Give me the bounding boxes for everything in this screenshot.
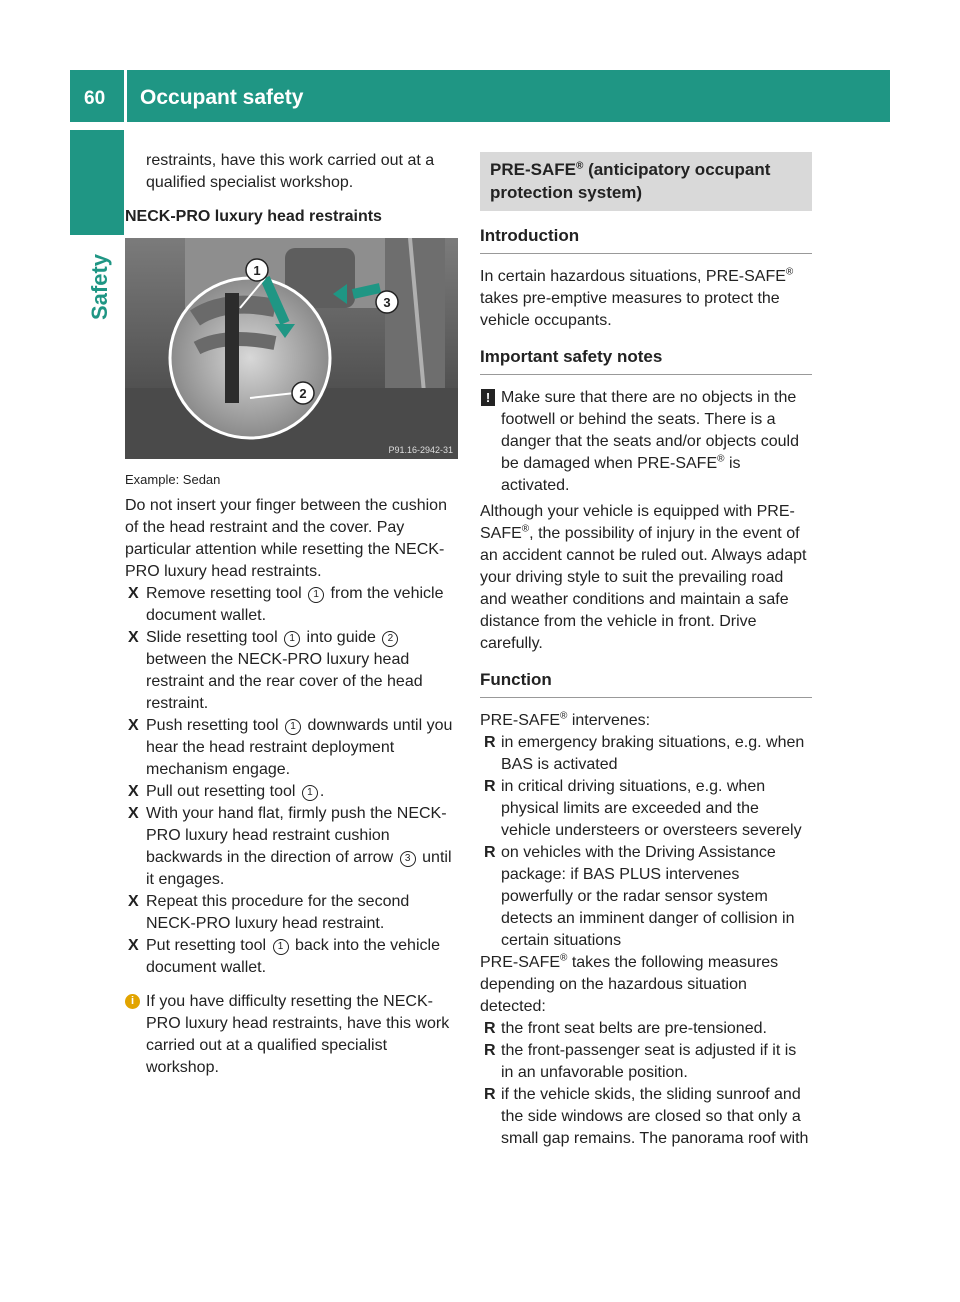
figure-caption: Example: Sedan bbox=[125, 472, 221, 487]
function-intro: PRE-SAFE® intervenes: bbox=[480, 710, 651, 729]
step-repeat: X Repeat this procedure for the second NECK-PRO luxury head restraint. bbox=[128, 893, 410, 932]
head-restraint-illustration bbox=[125, 238, 458, 459]
list-item: R on vehicles with the Driving Assistance package: if BAS PLUS intervenes powerfully or the radar sensor system detects an imminent danger of collision in certain situations bbox=[484, 844, 795, 949]
step-marker: X bbox=[128, 717, 139, 734]
header-divider bbox=[124, 70, 127, 122]
neck-pro-heading: NECK-PRO luxury head restraints bbox=[125, 208, 382, 225]
callout-ref-1: 1 bbox=[284, 631, 300, 647]
list-item: R if the vehicle skids, the sliding sunroof and the side windows are closed so that only a small gap remains. The panorama roof with bbox=[484, 1086, 809, 1147]
chapter-title: Occupant safety bbox=[140, 86, 304, 109]
function-heading: Function bbox=[480, 669, 812, 698]
step-marker: X bbox=[128, 893, 139, 910]
side-label: Safety bbox=[87, 253, 112, 320]
info-icon: i bbox=[125, 994, 140, 1009]
step-pull-out-tool: X Pull out resetting tool 1 . bbox=[125, 781, 460, 803]
callout-1: 1 bbox=[253, 263, 261, 278]
list-item: R the front-passenger seat is adjusted if it is in an unfavorable position. bbox=[484, 1042, 797, 1081]
list-item: R in critical driving situations, e.g. when physical limits are exceeded and the vehicle understeers or oversteers severely bbox=[484, 778, 802, 839]
step-remove-tool: X Remove resetting tool 1 from the vehicle document wallet. bbox=[128, 585, 444, 624]
warning-icon: ! bbox=[481, 389, 495, 406]
figure-code: P91.16-2942-31 bbox=[388, 445, 453, 455]
step-push-tool: X Push resetting tool 1 downwards until you hear the head restraint deployment mechanism engage. bbox=[128, 717, 453, 778]
measures-intro: PRE-SAFE® takes the following measures depending on the hazardous situation detected: bbox=[480, 952, 779, 1015]
step-marker: X bbox=[128, 629, 139, 646]
right-column bbox=[480, 152, 812, 1150]
callout-ref-1: 1 bbox=[308, 587, 324, 603]
list-item: R the front seat belts are pre-tensioned. bbox=[484, 1020, 767, 1037]
step-marker: X bbox=[128, 937, 139, 954]
callout-ref-1: 1 bbox=[302, 785, 318, 801]
safety-notes-heading: Important safety notes bbox=[480, 346, 812, 375]
introduction-text: In certain hazardous situations, PRE-SAFE® takes pre-emptive measures to protect the vehicle occupants. bbox=[480, 266, 794, 329]
left-column bbox=[125, 150, 460, 1079]
page-number: 60 bbox=[84, 88, 106, 109]
list-item: R in emergency braking situations, e.g. when BAS is activated bbox=[484, 734, 805, 773]
callout-ref-3: 3 bbox=[400, 851, 416, 867]
side-tab bbox=[70, 130, 124, 235]
head-restraint-figure bbox=[125, 238, 458, 459]
callout-2: 2 bbox=[299, 386, 307, 401]
step-marker: X bbox=[128, 783, 139, 800]
step-marker: X bbox=[128, 805, 139, 822]
warning-note: ! Make sure that there are no objects in the footwell or behind the seats. There is a danger that the seats and/or objects could be damaged when PRE-SAFE® is activated. bbox=[480, 387, 812, 497]
step-push-cushion: X With your hand flat, firmly push the NECK-PRO luxury head restraint cushion backwards in the direction of arrow 3 until it engages. bbox=[128, 805, 452, 888]
introduction-heading: Introduction bbox=[480, 225, 812, 254]
callout-3: 3 bbox=[383, 295, 391, 310]
step-put-back-tool: X Put resetting tool 1 back into the vehicle document wallet. bbox=[128, 937, 440, 976]
callout-ref-1: 1 bbox=[285, 719, 301, 735]
safety-text: Although your vehicle is equipped with PRE-SAFE®, the possibility of injury in the event of an accident cannot be ruled out. Always adapt your driving style to suit the prevailing road and weather conditions and maintain a safe distance from the vehicle in front. Drive carefully. bbox=[480, 503, 807, 652]
callout-ref-2: 2 bbox=[382, 631, 398, 647]
intro-text: restraints, have this work carried out at a qualified specialist workshop. bbox=[146, 152, 435, 191]
callout-ref-1: 1 bbox=[273, 939, 289, 955]
step-slide-tool: X Slide resetting tool 1 into guide 2 between the NECK-PRO luxury head restraint and the rear cover of the head restraint. bbox=[128, 629, 423, 712]
step-marker: X bbox=[128, 585, 139, 602]
warning-text: Do not insert your finger between the cushion of the head restraint and the cover. Pay particular attention while resetting the NECK-PRO luxury head restraints. bbox=[125, 497, 447, 580]
pre-safe-section-title: PRE-SAFE® (anticipatory occupant protection system) bbox=[480, 152, 812, 211]
info-note: i If you have difficulty resetting the NECK-PRO luxury head restraints, have this work carried out at a qualified specialist workshop. bbox=[125, 991, 460, 1079]
